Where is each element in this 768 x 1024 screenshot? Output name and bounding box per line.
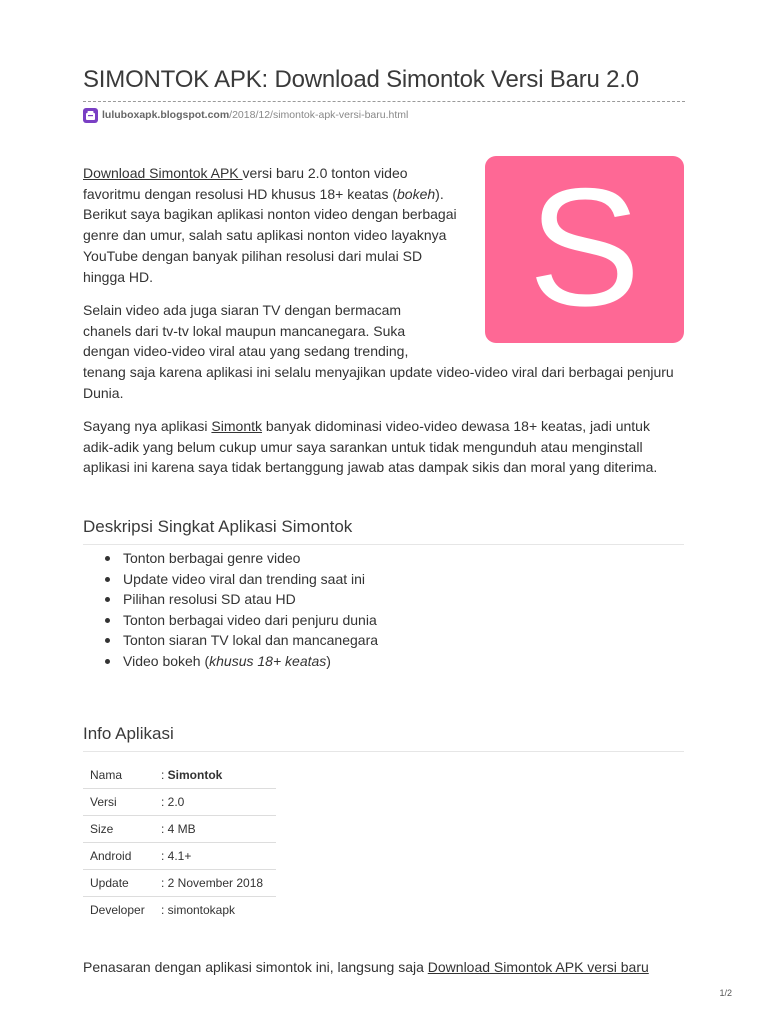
page-number: 1/2 (719, 988, 732, 998)
table-key: Versi (83, 789, 161, 816)
bullet-icon (105, 659, 110, 664)
table-value: : simontokapk (161, 903, 236, 917)
intro-italic: bokeh (397, 185, 436, 202)
bullet-icon (105, 638, 110, 643)
bullet-icon (105, 556, 110, 561)
table-row (83, 870, 276, 897)
list-item: Update video viral dan trending saat ini (83, 569, 683, 590)
source-url[interactable] (83, 106, 408, 124)
feature-list (83, 548, 683, 671)
intro-paragraph (83, 163, 463, 287)
table-value: : 2.0 (161, 789, 276, 816)
section-heading-deskripsi: Deskripsi Singkat Aplikasi Simontok (83, 517, 684, 545)
download-simontok-link[interactable]: Download Simontok APK (83, 165, 243, 181)
bullet-icon (105, 597, 110, 602)
list-item: Tonton siaran TV lokal dan mancanegara (83, 630, 683, 651)
closing-paragraph (83, 957, 703, 978)
table-key: Android (83, 843, 161, 870)
logo-letter: S (528, 156, 641, 341)
intro-text-rest: ). Berikut saya bagikan aplikasi nonton video dengan berbagai genre dan umur, salah satu aplikasi nonton video layaknya YouTube dengan banyak pilihan resolusi dari mulai SD hingga HD. (83, 185, 457, 285)
page-title: SIMONTOK APK: Download Simontok Versi Baru 2.0 (83, 66, 639, 93)
list-item: Tonton berbagai genre video (83, 548, 683, 569)
site-favicon-icon (83, 108, 98, 123)
table-key: Update (83, 870, 161, 897)
box-icon (85, 110, 96, 121)
download-simontok-versi-baru-link[interactable]: Download Simontok APK versi baru (427, 959, 649, 975)
para3-before: Sayang nya aplikasi (83, 418, 212, 434)
bullet-icon (105, 618, 110, 623)
closing-text: Penasaran dengan aplikasi simontok ini, langsung saja (83, 959, 428, 975)
title-divider (83, 101, 685, 102)
source-path[interactable]: /2018/12/simontok-apk-versi-baru.html (229, 109, 409, 121)
source-domain[interactable]: luluboxapk.blogspot.com (102, 109, 230, 121)
table-value: : 2 November 2018 (161, 870, 276, 897)
table-row (83, 762, 276, 789)
bullet-icon (105, 577, 110, 582)
table-value: : 4.1+ (161, 843, 276, 870)
table-row (83, 843, 276, 870)
simontk-link[interactable]: Simontk (211, 418, 262, 434)
paragraph-2 (83, 300, 684, 404)
para3-after: banyak didominasi video-video dewasa 18+ keatas, jadi untuk adik-adik yang belum cukup umur saya sarankan untuk tidak mengunduh atau menginstall aplikasi ini karena saya tidak bertanggung jawab atas dampak sikis dan moral yang diterima. (83, 418, 658, 476)
para2-line1: Selain video ada juga siaran TV dengan bermacam (83, 302, 402, 318)
table-row (83, 789, 276, 816)
table-value: : Simontok (161, 762, 276, 789)
para2-rest: tenang saja karena aplikasi ini selalu menyajikan update video-video viral dari berbagai penjuru Dunia. (83, 364, 674, 401)
table-row (83, 897, 276, 924)
para2-line3: dengan video-video viral atau yang sedang trending, (83, 343, 409, 360)
list-item: Pilihan resolusi SD atau HD (83, 589, 683, 610)
paragraph-3 (83, 416, 684, 478)
table-key: Developer (90, 903, 145, 917)
section-heading-info: Info Aplikasi (83, 724, 684, 752)
table-value: : 4 MB (161, 816, 276, 843)
table-row (83, 816, 276, 843)
list-item: Video bokeh (khusus 18+ keatas) (83, 651, 683, 672)
table-key: Size (83, 816, 161, 843)
intro-text: versi baru 2.0 tonton video favoritmu dengan resolusi HD khusus 18+ keatas ( (83, 165, 408, 202)
app-info-table (83, 762, 276, 923)
para2-line2: chanels dari tv-tv lokal maupun mancanegara. Suka (83, 322, 406, 339)
list-item: Tonton berbagai video dari penjuru dunia (83, 610, 683, 631)
table-key: Nama (83, 762, 161, 789)
